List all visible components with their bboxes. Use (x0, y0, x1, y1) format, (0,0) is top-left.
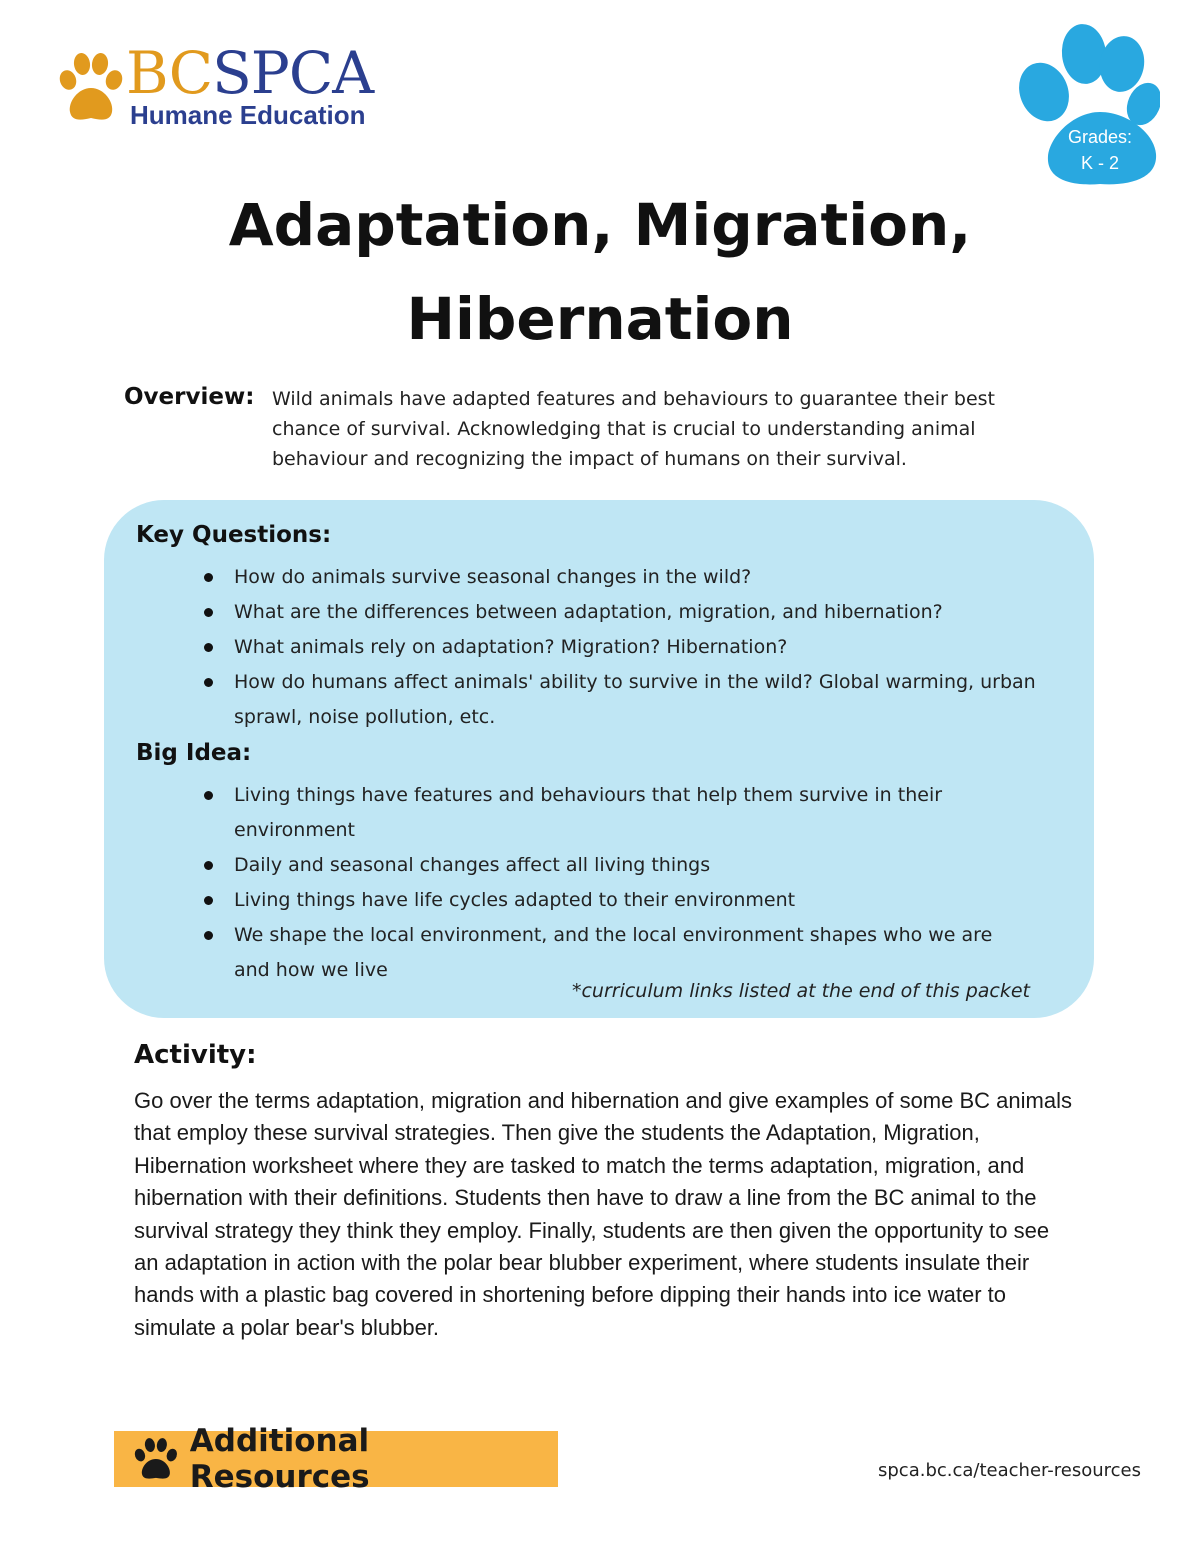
list-item (204, 778, 1004, 848)
big-idea-list (204, 778, 1004, 988)
list-item-text: What are the differences between adaptation, migration, and hibernation? (234, 601, 943, 623)
list-item (204, 595, 1044, 630)
list-item-text: Daily and seasonal changes affect all living things (234, 854, 711, 876)
overview-label: Overview: (124, 384, 255, 410)
curriculum-note: *curriculum links listed at the end of this packet (571, 980, 1030, 1002)
list-item (204, 665, 1044, 735)
activity-text: Go over the terms adaptation, migration and hibernation and give examples of some BC animals that employ these survival strategies. Then give the students the Adaptation, Migration, Hibernation worksheet where they are tasked to match the terms adaptation, migration, and hibernation with their definitions. Students then have to draw a line from the BC animal to the survival strategy they think they employ. Finally, students are then given the opportunity to see an adaptation in action with the polar bear blubber experiment, where students insulate their hands with a plastic bag covered in shortening before dipping their hands into ice water to simulate a polar bear's blubber. (134, 1088, 1072, 1340)
logo-brand-bc: BC (126, 39, 213, 107)
title-line-2: Hibernation (406, 285, 794, 353)
grades-badge (1062, 124, 1138, 176)
grades-label: Grades: (1067, 127, 1133, 147)
additional-resources-banner[interactable] (114, 1423, 558, 1495)
list-item-text: Living things have features and behaviours that help them survive in their environment (234, 784, 943, 841)
grades-value: K - 2 (1080, 153, 1119, 173)
teacher-resources-link[interactable]: spca.bc.ca/teacher-resources (878, 1460, 1142, 1481)
paw-print-icon (54, 50, 126, 130)
bullet-icon (204, 573, 213, 582)
bullet-icon (204, 861, 213, 870)
list-item-text: What animals rely on adaptation? Migration? Hibernation? (234, 636, 788, 658)
bcspca-logo (54, 39, 394, 134)
logo-subtitle: Humane Education (130, 100, 366, 130)
list-item-text: How do animals survive seasonal changes in the wild? (234, 566, 752, 588)
list-item (204, 630, 1044, 665)
paw-print-icon (132, 1437, 180, 1481)
big-idea-heading: Big Idea: (136, 740, 252, 766)
list-item-text: We shape the local environment, and the local environment shapes who we are and how we live (234, 924, 993, 981)
page-title (0, 178, 1200, 366)
logo-wordmark (126, 39, 374, 107)
list-item (204, 883, 1004, 918)
list-item (204, 918, 1004, 988)
bullet-icon (204, 896, 213, 905)
list-item (204, 560, 1044, 595)
bullet-icon (204, 678, 213, 687)
list-item-text: How do humans affect animals' ability to survive in the wild? Global warming, urban sprawl, noise pollution, etc. (234, 671, 1036, 728)
list-item (204, 848, 1004, 883)
title-line-1: Adaptation, Migration, (228, 191, 972, 259)
key-questions-heading: Key Questions: (136, 522, 332, 548)
key-questions-list (204, 560, 1044, 735)
bullet-icon (204, 643, 213, 652)
bullet-icon (204, 608, 213, 617)
logo-brand-spca: SPCA (212, 39, 374, 107)
list-item-text: Living things have life cycles adapted to their environment (234, 889, 796, 911)
bullet-icon (204, 791, 213, 800)
overview-text: Wild animals have adapted features and behaviours to guarantee their best chance of survival. Acknowledging that is crucial to understanding animal behaviour and recognizing the impact of humans on their survival. (272, 388, 995, 470)
additional-resources-label: Additional Resources (189, 1423, 370, 1495)
activity-heading: Activity: (134, 1040, 257, 1070)
bullet-icon (204, 931, 213, 940)
